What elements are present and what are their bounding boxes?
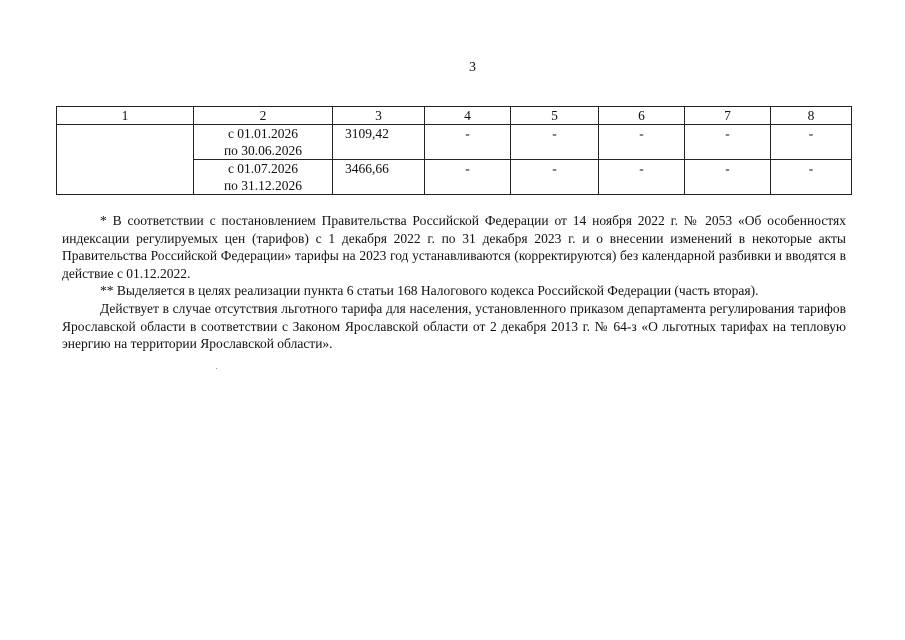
period-end: по 30.06.2026 <box>223 143 303 158</box>
table-cell: - <box>511 160 599 195</box>
page-number: 3 <box>469 60 476 75</box>
column-header: 7 <box>685 107 771 125</box>
period-cell <box>194 125 333 160</box>
period-cell <box>194 160 333 195</box>
footnote-vat: ** Выделяется в целях реализации пункта 6 статьи 168 Налогового кодекса Российской Федерации (часть вторая). <box>100 283 759 299</box>
column-header: 4 <box>425 107 511 125</box>
table-header-row <box>57 107 852 125</box>
table-cell: - <box>425 160 511 195</box>
footnote-indexation: * В соответствии с постановлением Правительства Российской Федерации от 14 ноября 2022 г. № 2053 «Об особенностях индексации регулируемых цен (тарифов) с 1 декабря 2022 г. по 31 декабря 2023 г. и о внесении изменений в некоторые акты Правительства Российской Федерации» тарифы на 2023 год устанавливаются (корректируются) без календарной разбивки и вводятся в действие с 01.12.2022. <box>62 213 846 281</box>
footnote-preferential: Действует в случае отсутствия льготного тарифа для населения, установленного приказом департамента регулирования тарифов Ярославской области в соответствии с Законом Ярославской области от 2 декабря 2013 г. № 64-з «О льготных тарифах на тепловую энергию на территории Ярославской области». <box>62 300 846 352</box>
tariff-table <box>56 106 852 195</box>
column-header: 3 <box>333 107 425 125</box>
period-start: с 01.01.2026 <box>227 126 299 141</box>
table-cell: - <box>511 125 599 160</box>
table-cell: - <box>685 125 771 160</box>
column-header: 1 <box>57 107 194 125</box>
tariff-value: 3466,66 <box>333 160 425 195</box>
period-end: по 31.12.2026 <box>223 178 303 193</box>
empty-merged-cell <box>57 125 194 195</box>
column-header: 5 <box>511 107 599 125</box>
scan-speck <box>216 368 217 369</box>
table-cell: - <box>685 160 771 195</box>
table-row <box>57 125 852 160</box>
table-cell: - <box>771 160 852 195</box>
table-cell: - <box>771 125 852 160</box>
footnotes <box>62 212 846 353</box>
tariff-value: 3109,42 <box>333 125 425 160</box>
table-cell: - <box>599 125 685 160</box>
column-header: 2 <box>194 107 333 125</box>
column-header: 8 <box>771 107 852 125</box>
table-cell: - <box>425 125 511 160</box>
column-header: 6 <box>599 107 685 125</box>
period-start: с 01.07.2026 <box>227 161 299 176</box>
table-cell: - <box>599 160 685 195</box>
